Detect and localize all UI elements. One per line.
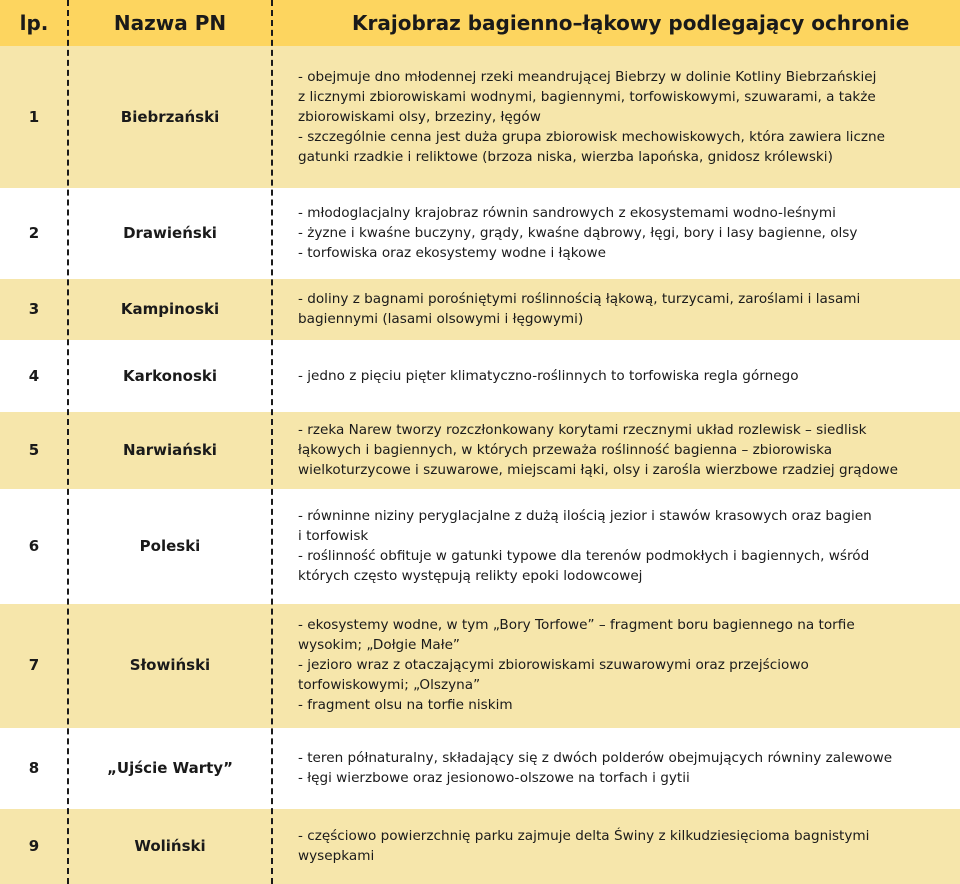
table-row — [0, 188, 960, 277]
table-row — [0, 728, 960, 807]
row-number: 4 — [28, 366, 40, 385]
park-name: Biebrzański — [120, 108, 220, 126]
column-divider — [271, 0, 273, 884]
park-name: Karkonoski — [122, 366, 218, 385]
table-row — [0, 46, 960, 188]
park-description: - ekosystemy wodne, w tym „Bory Torfowe” – fragment boru bagiennego na torfie wysokim; „Dołgie Małe” - jezioro wraz z otaczającymi zbiorowiskami szuwarowymi oraz przejściowo torfowiskowymi; „Olszyna” - fragment olsu na torfie niskim — [298, 617, 855, 713]
row-number: 9 — [28, 836, 40, 855]
row-separator — [0, 340, 960, 343]
row-separator — [0, 276, 960, 279]
row-separator — [0, 601, 960, 604]
park-description: - doliny z bagnami porośniętymi roślinnością łąkową, turzycami, zaroślami i lasami bagiennymi (lasami olsowymi i łęgowymi) — [298, 291, 861, 327]
table-row — [0, 410, 960, 489]
table-row — [0, 602, 960, 728]
park-description: - obejmuje dno młodennej rzeki meandrującej Biebrzy w dolinie Kotliny Biebrzańskiej z licznymi zbiorowiskami wodnymi, bagiennymi, torfowiskowymi, szuwarami, a także zbiorowiskami olsy, brzeziny, łęgów - szczególnie cenna jest duża grupa zbiorowisk mechowiskowych, która zawiera liczne gatunki rzadkie i reliktowe (brzoza niska, wierzba lapońska, gnidosz królewski) — [298, 69, 886, 165]
park-description: - równinne niziny peryglacjalne z dużą ilością jezior i stawów krasowych oraz bagien i torfowisk - roślinność obfituje w gatunki typowe dla terenów podmokłych i bagiennych, wśród których często występują relikty epoki lodowcowej — [298, 507, 872, 584]
table-header — [0, 0, 960, 46]
park-name: Kampinoski — [120, 300, 220, 318]
park-description: - teren półnaturalny, składający się z dwóch polderów obejmujących równiny zalewowe - łęgi wierzbowe oraz jesionowo-olszowe na torfach i gytii — [298, 749, 893, 786]
row-separator — [0, 409, 960, 412]
row-number: 7 — [28, 656, 40, 674]
park-description: - częściowo powierzchnię parku zajmuje delta Świny z kilkudziesięcioma bagnistymi wysepkami — [298, 827, 870, 864]
table-row — [0, 807, 960, 884]
park-name: Narwiański — [123, 440, 217, 459]
column-divider — [67, 0, 69, 884]
row-number: 8 — [28, 758, 40, 777]
header-lp: lp. — [19, 11, 49, 35]
table-row — [0, 489, 960, 602]
table-row — [0, 341, 960, 410]
park-description: - młodoglacjalny krajobraz równin sandrowych z ekosystemami wodno-leśnymi - żyzne i kwaśne buczyny, grądy, kwaśne dąbrowy, łęgi, bory i lasy bagienne, olsy - torfowiska oraz ekosystemy wodne i łąkowe — [298, 204, 858, 261]
row-number: 2 — [28, 223, 40, 242]
header-landscape: Krajobraz bagienno–łąkowy podlegający ochronie — [352, 11, 910, 35]
row-number: 6 — [28, 536, 40, 555]
row-number: 3 — [28, 300, 40, 318]
park-name: Słowiński — [129, 656, 211, 674]
park-description: - jedno z pięciu pięter klimatyczno-roślinnych to torfowiska regla górnego — [298, 367, 799, 384]
header-park-name: Nazwa PN — [113, 11, 227, 35]
park-name: Poleski — [139, 536, 201, 555]
table-row — [0, 277, 960, 341]
row-separator — [0, 806, 960, 809]
row-number: 1 — [28, 108, 40, 126]
park-name: Drawieński — [123, 223, 217, 242]
row-number: 5 — [28, 440, 40, 459]
park-name: „Ujście Warty” — [107, 758, 233, 777]
park-description: - rzeka Narew tworzy rozczłonkowany korytami rzecznymi układ rozlewisk – siedlisk łąkowych i bagiennych, w których przeważa roślinność bagienna – zbiorowiska wielkoturzycowe i szuwarowe, miejscami łąki, olsy i zarośla wierzbowe rzadziej grądowe — [298, 421, 899, 478]
park-name: Woliński — [134, 836, 206, 855]
